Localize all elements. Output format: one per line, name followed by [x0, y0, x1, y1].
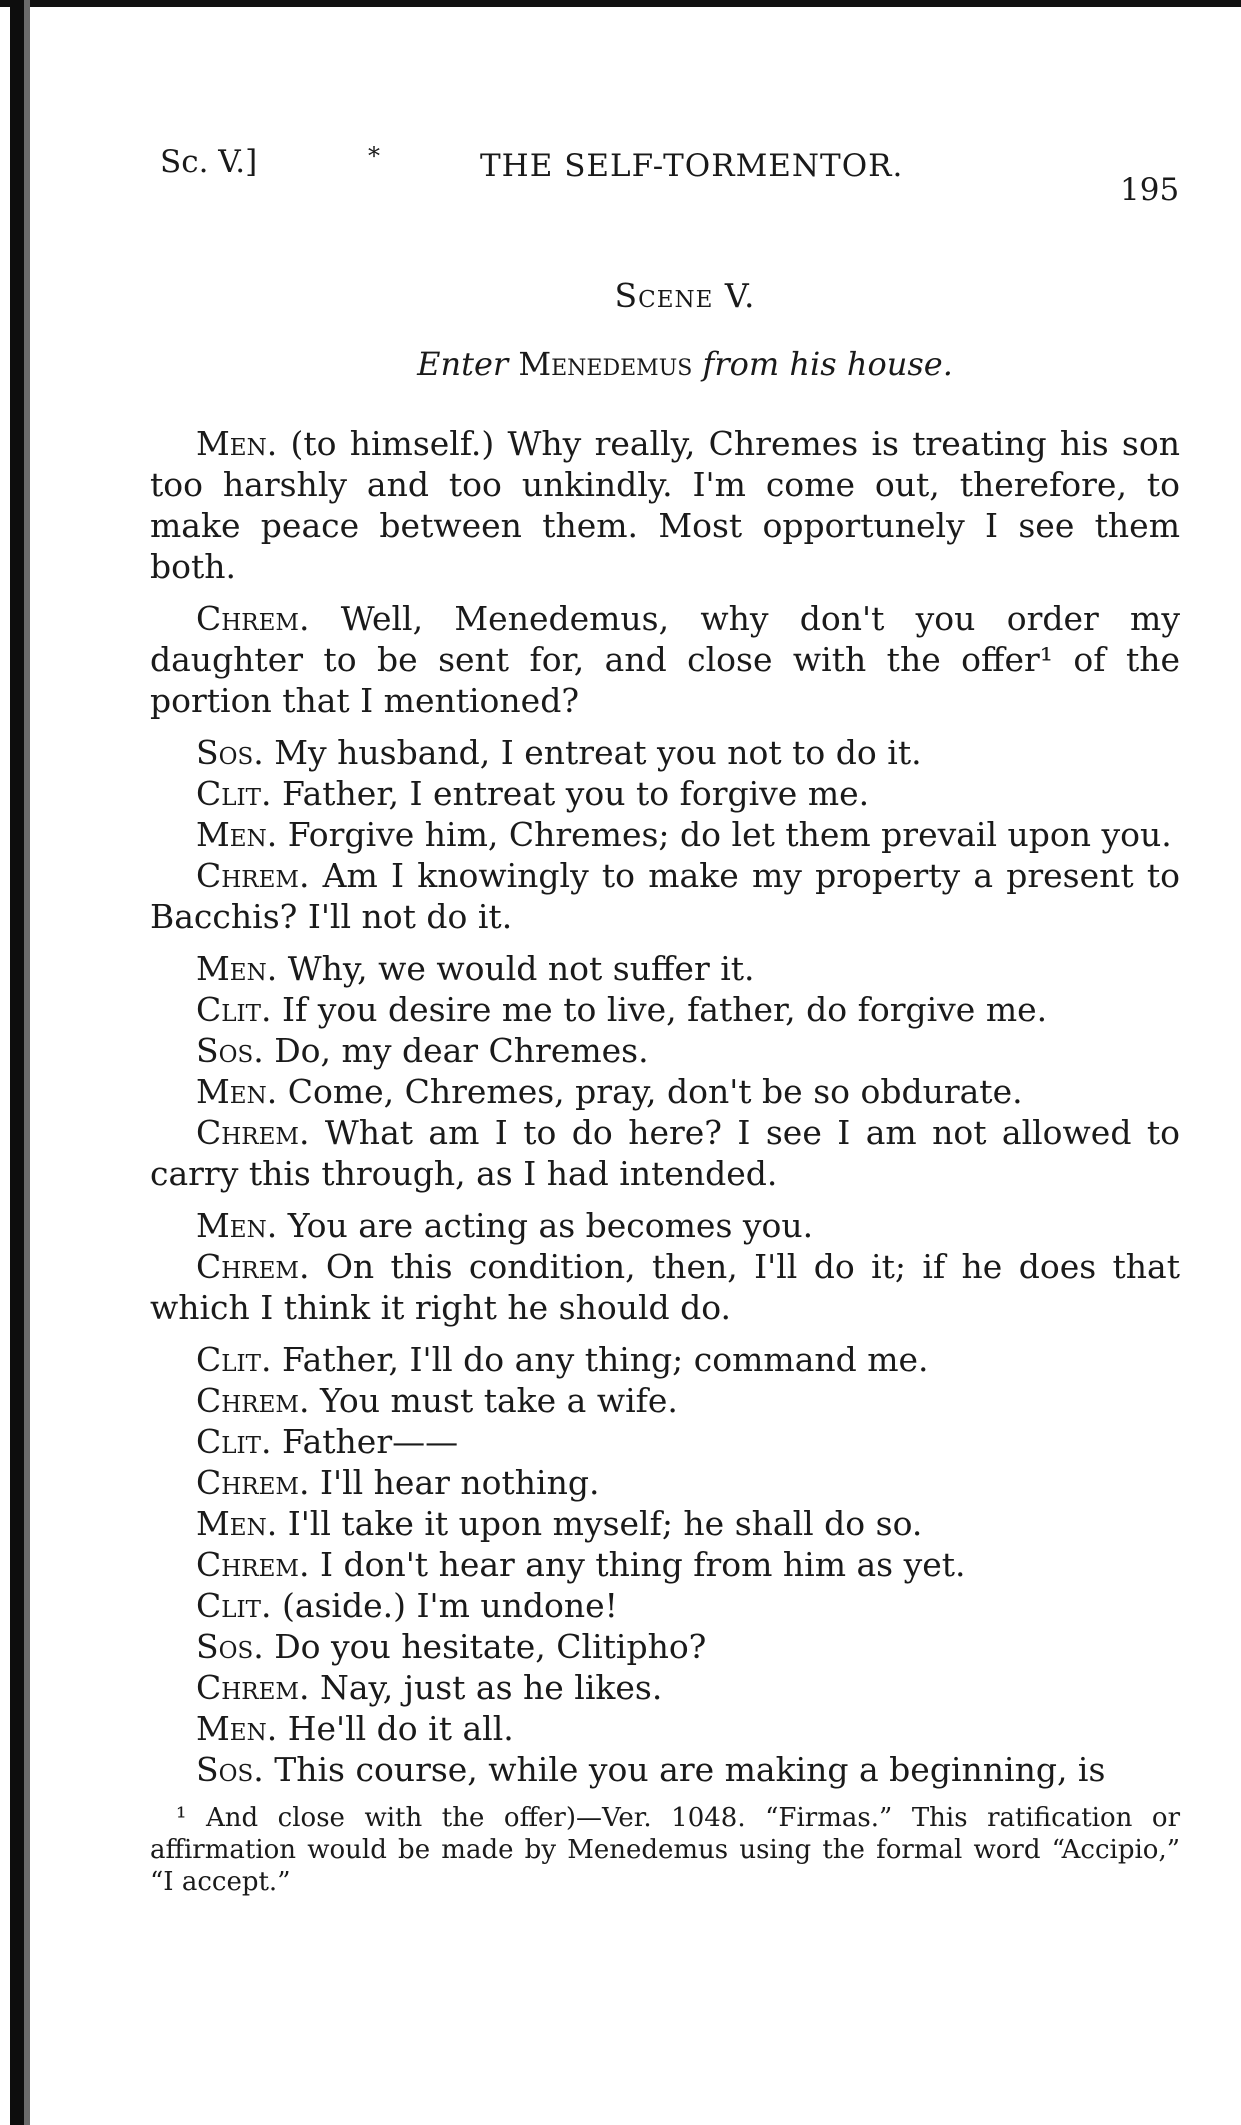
speaker-name: Men. — [196, 949, 278, 988]
speaker-name: Men. — [196, 815, 278, 854]
speech-text: You must take a wife. — [319, 1381, 678, 1420]
speech-text: Father, I entreat you to forgive me. — [281, 774, 870, 813]
dialogue-line — [150, 423, 1180, 587]
speech-text: Forgive him, Chremes; do let them prevail upon you. — [287, 815, 1172, 854]
stage-direction-pre: Enter — [417, 345, 519, 383]
page — [150, 130, 1180, 1898]
speaker-name: Men. — [196, 424, 278, 463]
dialogue-line — [150, 1246, 1180, 1328]
speech-text: On this condition, then, I'll do it; if he does that which I think it right he should do. — [150, 1247, 1180, 1327]
speaker-name: Clit. — [196, 1340, 272, 1379]
speech-text: I'll hear nothing. — [319, 1463, 600, 1502]
speech-text: Am I knowingly to make my property a present to Bacchis? I'll not do it. — [150, 856, 1180, 936]
dialogue-line — [150, 1380, 1180, 1421]
page-number: 195 — [1120, 172, 1180, 208]
dialogue-line — [150, 1421, 1180, 1462]
dialogue-line — [150, 732, 1180, 773]
dialogue-line — [150, 1339, 1180, 1380]
dialogue-line — [150, 989, 1180, 1030]
speech-text: You are acting as becomes you. — [287, 1206, 814, 1245]
scene-heading: Scene V. — [614, 276, 756, 315]
book-spine-shadow — [24, 0, 30, 2125]
speaker-name: Sos. — [196, 1031, 264, 1070]
speech-text: This course, while you are making a beginning, is — [274, 1750, 1106, 1789]
speech-text: Father—— — [281, 1422, 459, 1461]
stage-direction — [150, 345, 1180, 383]
speaker-name: Clit. — [196, 1586, 272, 1625]
dialogue-line — [150, 855, 1180, 937]
dialogue-line — [150, 1544, 1180, 1585]
speaker-name: Chrem. — [196, 1545, 310, 1584]
stage-direction-name: Menedemus — [518, 345, 693, 383]
speaker-name: Sos. — [196, 733, 264, 772]
speaker-name: Clit. — [196, 774, 272, 813]
speaker-name: Chrem. — [196, 1247, 310, 1286]
speaker-name: Chrem. — [196, 856, 310, 895]
stage-direction-post: from his house. — [692, 345, 953, 383]
speech-text: My husband, I entreat you not to do it. — [274, 733, 922, 772]
speech-text: (aside.) I'm undone! — [281, 1586, 618, 1625]
header-ornament: * — [368, 142, 380, 170]
speech-text: I don't hear any thing from him as yet. — [319, 1545, 966, 1584]
dialogue-line — [150, 1112, 1180, 1194]
dialogue-line — [150, 1708, 1180, 1749]
speech-text: What am I to do here? I see I am not allowed to carry this through, as I had intended. — [150, 1113, 1180, 1193]
speaker-name: Chrem. — [196, 1668, 310, 1707]
speaker-name: Men. — [196, 1504, 278, 1543]
header-section: Sc. V.] — [160, 144, 258, 180]
dialogue-line — [150, 1749, 1180, 1790]
speech-text: Come, Chremes, pray, don't be so obdurate. — [287, 1072, 1023, 1111]
header-title: THE SELF-TORMENTOR. — [480, 148, 904, 184]
speaker-name: Sos. — [196, 1627, 264, 1666]
speech-text: Well, Menedemus, why don't you order my daughter to be sent for, and close with the offer¹ of the portion that I mentioned? — [150, 599, 1180, 720]
running-header — [150, 130, 1180, 208]
speech-text: Do you hesitate, Clitipho? — [274, 1627, 707, 1666]
speaker-name: Chrem. — [196, 1463, 310, 1502]
speaker-name: Clit. — [196, 990, 272, 1029]
speech-text: Father, I'll do any thing; command me. — [281, 1340, 929, 1379]
speaker-name: Men. — [196, 1709, 278, 1748]
speaker-name: Men. — [196, 1072, 278, 1111]
page-top-edge — [0, 0, 1241, 14]
dialogue-line — [150, 773, 1180, 814]
dialogue-line — [150, 1667, 1180, 1708]
dialogue-line — [150, 1030, 1180, 1071]
dialogue-line — [150, 1205, 1180, 1246]
dialogue-line — [150, 814, 1180, 855]
footnote: ¹ And close with the offer)—Ver. 1048. “Firmas.” This ratification or affirmation would be made by Menedemus using the formal word “Accipio,” “I accept.” — [150, 1803, 1180, 1897]
dialogue-line — [150, 1626, 1180, 1667]
dialogue-line — [150, 1503, 1180, 1544]
speech-text: If you desire me to live, father, do forgive me. — [281, 990, 1048, 1029]
speaker-name: Sos. — [196, 1750, 264, 1789]
speaker-name: Chrem. — [196, 599, 310, 638]
dialogue-line — [150, 1462, 1180, 1503]
speaker-name: Chrem. — [196, 1113, 310, 1152]
dialogue-line — [150, 598, 1180, 721]
dialogue-line — [150, 1071, 1180, 1112]
footnotes — [150, 1802, 1180, 1898]
dialogue-line — [150, 1585, 1180, 1626]
speech-text: I'll take it upon myself; he shall do so. — [287, 1504, 923, 1543]
speech-text: (to himself.) Why really, Chremes is treating his son too harshly and too unkindly. I'm come out, therefore, to make peace between them. Most opportunely I see them both. — [150, 424, 1180, 586]
speech-text: Why, we would not suffer it. — [287, 949, 755, 988]
speaker-name: Men. — [196, 1206, 278, 1245]
dialogue — [150, 423, 1180, 1790]
speaker-name: Chrem. — [196, 1381, 310, 1420]
speech-text: Do, my dear Chremes. — [274, 1031, 649, 1070]
speech-text: He'll do it all. — [287, 1709, 514, 1748]
book-spine-edge — [10, 0, 24, 2125]
dialogue-line — [150, 948, 1180, 989]
speaker-name: Clit. — [196, 1422, 272, 1461]
speech-text: Nay, just as he likes. — [319, 1668, 663, 1707]
